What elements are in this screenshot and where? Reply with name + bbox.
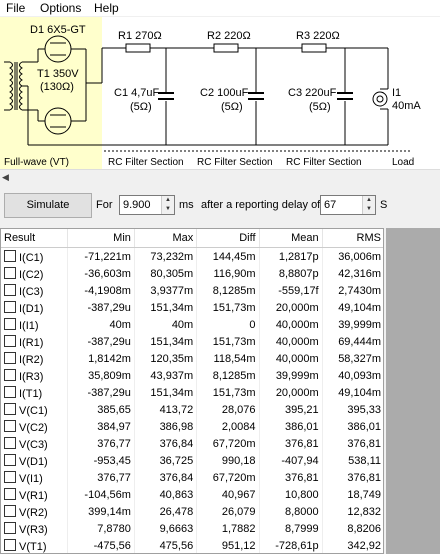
result-checkbox[interactable] <box>4 488 16 500</box>
load-current-value: 40mA <box>392 100 421 112</box>
cell-diff: 67,720m <box>197 435 259 452</box>
table-row[interactable] <box>1 248 384 266</box>
result-cell <box>1 469 68 486</box>
delay-value[interactable]: 67 <box>324 199 337 211</box>
table-row[interactable] <box>1 265 384 282</box>
cell-min: 384,97 <box>68 418 135 435</box>
result-cell <box>1 299 68 316</box>
cell-rms: 42,316m <box>322 265 384 282</box>
result-name: I(C3) <box>19 285 44 298</box>
result-cell <box>1 401 68 418</box>
cell-mean: 1,2817p <box>259 248 322 266</box>
table-row[interactable] <box>1 350 384 367</box>
table-row[interactable] <box>1 452 384 469</box>
cell-diff: 28,076 <box>197 401 259 418</box>
cell-max: 475,56 <box>134 537 196 554</box>
table-row[interactable] <box>1 333 384 350</box>
result-name: V(C3) <box>19 438 48 451</box>
result-checkbox[interactable] <box>4 284 16 296</box>
cell-mean: -728,61p <box>259 537 322 554</box>
cell-diff: 151,73m <box>197 333 259 350</box>
result-name: V(C2) <box>19 421 48 434</box>
cell-rms: 39,999m <box>322 316 384 333</box>
simulation-controls <box>0 184 440 226</box>
spin-down-icon[interactable]: ▼ <box>165 206 171 212</box>
cell-diff: 67,720m <box>197 469 259 486</box>
cell-max: 40,863 <box>134 486 196 503</box>
result-checkbox[interactable] <box>4 539 16 551</box>
cell-min: -387,29u <box>68 384 135 401</box>
result-cell <box>1 367 68 384</box>
result-checkbox[interactable] <box>4 505 16 517</box>
cell-max: 376,84 <box>134 469 196 486</box>
rectifier-caption: Full-wave (VT) <box>4 157 70 168</box>
result-checkbox[interactable] <box>4 403 16 415</box>
col-max-header[interactable]: Max <box>134 229 196 248</box>
load-label: Load <box>392 157 415 168</box>
result-name: V(R1) <box>19 489 48 502</box>
cell-mean: 20,000m <box>259 299 322 316</box>
r1-label: R1 270Ω <box>118 30 162 42</box>
c1-label: C1 4,7uF <box>114 87 160 99</box>
cell-rms: 18,749 <box>322 486 384 503</box>
result-checkbox[interactable] <box>4 335 16 347</box>
cell-max: 151,34m <box>134 384 196 401</box>
cell-max: 26,478 <box>134 503 196 520</box>
current-source-symbol <box>373 89 388 109</box>
cell-mean: 40,000m <box>259 333 322 350</box>
result-checkbox[interactable] <box>4 386 16 398</box>
result-name: V(R3) <box>19 523 48 536</box>
col-diff-header[interactable]: Diff <box>197 229 259 248</box>
cell-rms: 69,444m <box>322 333 384 350</box>
result-checkbox[interactable] <box>4 420 16 432</box>
delay-label: after a reporting delay of <box>201 199 321 211</box>
delay-spinner-arrows[interactable] <box>362 196 375 214</box>
table-row[interactable] <box>1 418 384 435</box>
table-row[interactable] <box>1 401 384 418</box>
result-checkbox[interactable] <box>4 250 16 262</box>
seconds-label: S <box>380 199 388 211</box>
cell-min: -104,56m <box>68 486 135 503</box>
resistor-r2-symbol <box>214 44 238 52</box>
simulate-button[interactable]: Simulate <box>4 193 92 218</box>
cell-max: 386,98 <box>134 418 196 435</box>
table-row[interactable] <box>1 537 384 554</box>
results-table-panel <box>0 228 384 554</box>
result-name: V(T1) <box>19 540 47 553</box>
cell-max: 43,937m <box>134 367 196 384</box>
cell-rms: 49,104m <box>322 299 384 316</box>
cell-max: 413,72 <box>134 401 196 418</box>
cell-min: -387,29u <box>68 333 135 350</box>
cell-diff: 1,7882 <box>197 520 259 537</box>
rc-section-3-label: RC Filter Section <box>286 157 362 168</box>
cell-diff: 151,73m <box>197 384 259 401</box>
cell-diff: 990,18 <box>197 452 259 469</box>
cell-rms: 376,81 <box>322 435 384 452</box>
cell-mean: -407,94 <box>259 452 322 469</box>
for-label: For <box>96 199 113 211</box>
r2-label: R2 220Ω <box>207 30 251 42</box>
cell-max: 80,305m <box>134 265 196 282</box>
cell-mean: 8,8000 <box>259 503 322 520</box>
cell-min: 399,14m <box>68 503 135 520</box>
table-row[interactable] <box>1 384 384 401</box>
cell-min: 1,8142m <box>68 350 135 367</box>
empty-panel <box>386 228 440 554</box>
cell-max: 151,34m <box>134 333 196 350</box>
c3-esr: (5Ω) <box>309 101 331 113</box>
scroll-left-icon[interactable]: ◀ <box>2 172 9 182</box>
ms-label: ms <box>179 199 194 211</box>
table-row[interactable] <box>1 299 384 316</box>
result-name: I(T1) <box>19 387 43 400</box>
result-cell <box>1 520 68 537</box>
circuit-schematic <box>0 17 440 169</box>
cell-rms: 376,81 <box>322 469 384 486</box>
cell-diff: 2,0084 <box>197 418 259 435</box>
result-name: I(I1) <box>19 319 39 332</box>
result-cell <box>1 282 68 299</box>
result-cell <box>1 248 68 266</box>
cell-mean: -559,17f <box>259 282 322 299</box>
cell-rms: 12,832 <box>322 503 384 520</box>
result-cell <box>1 316 68 333</box>
cell-min: -36,603m <box>68 265 135 282</box>
cell-rms: 395,33 <box>322 401 384 418</box>
cell-mean: 8,7999 <box>259 520 322 537</box>
c2-label: C2 100uF <box>200 87 249 99</box>
cell-mean: 386,01 <box>259 418 322 435</box>
result-cell <box>1 384 68 401</box>
col-mean-header[interactable]: Mean <box>259 229 322 248</box>
cell-diff: 8,1285m <box>197 282 259 299</box>
table-header-row <box>1 229 384 248</box>
cell-rms: 386,01 <box>322 418 384 435</box>
table-row[interactable] <box>1 316 384 333</box>
cell-diff: 8,1285m <box>197 367 259 384</box>
cell-mean: 20,000m <box>259 384 322 401</box>
cell-max: 376,84 <box>134 435 196 452</box>
cell-rms: 538,11 <box>322 452 384 469</box>
c2-esr: (5Ω) <box>221 101 243 113</box>
results-table <box>1 229 384 554</box>
duration-value[interactable]: 9.900 <box>123 199 151 211</box>
cell-min: -953,45 <box>68 452 135 469</box>
menu-bar <box>0 0 440 16</box>
result-cell <box>1 350 68 367</box>
table-row[interactable] <box>1 520 384 537</box>
cell-rms: 2,7430m <box>322 282 384 299</box>
cell-min: -475,56 <box>68 537 135 554</box>
cell-diff: 151,73m <box>197 299 259 316</box>
result-cell <box>1 503 68 520</box>
menu-options[interactable]: Options <box>40 1 82 15</box>
cell-max: 151,34m <box>134 299 196 316</box>
cell-diff: 116,90m <box>197 265 259 282</box>
cell-diff: 144,45m <box>197 248 259 266</box>
resistor-r3-symbol <box>302 44 326 52</box>
resistor-r1-symbol <box>126 44 150 52</box>
cell-diff: 118,54m <box>197 350 259 367</box>
result-name: V(R2) <box>19 506 48 519</box>
duration-spinner[interactable] <box>119 195 175 215</box>
horizontal-scrollbar[interactable] <box>0 169 440 184</box>
cell-diff: 0 <box>197 316 259 333</box>
cell-rms: 8,8206 <box>322 520 384 537</box>
result-name: I(R3) <box>19 370 44 383</box>
result-checkbox[interactable] <box>4 437 16 449</box>
table-row[interactable] <box>1 469 384 486</box>
result-checkbox[interactable] <box>4 369 16 381</box>
cell-mean: 40,000m <box>259 350 322 367</box>
transformer-label: T1 350V <box>37 68 79 80</box>
cell-min: -4,1908m <box>68 282 135 299</box>
menu-help[interactable]: Help <box>94 1 119 15</box>
result-checkbox[interactable] <box>4 454 16 466</box>
menu-file[interactable]: File <box>6 1 26 15</box>
col-rms-header[interactable]: RMS <box>322 229 384 248</box>
cell-diff: 951,12 <box>197 537 259 554</box>
table-row[interactable] <box>1 367 384 384</box>
result-cell <box>1 265 68 282</box>
result-cell <box>1 452 68 469</box>
cell-mean: 395,21 <box>259 401 322 418</box>
duration-spinner-arrows[interactable] <box>161 196 174 214</box>
cell-min: 35,809m <box>68 367 135 384</box>
result-name: V(D1) <box>19 455 48 468</box>
transformer-resistance: (130Ω) <box>40 81 74 93</box>
cell-max: 3,9377m <box>134 282 196 299</box>
cell-max: 9,6663 <box>134 520 196 537</box>
c1-esr: (5Ω) <box>130 101 152 113</box>
cell-rms: 342,92 <box>322 537 384 554</box>
load-current-name: I1 <box>392 87 402 99</box>
cell-diff: 26,079 <box>197 503 259 520</box>
result-name: I(R2) <box>19 353 44 366</box>
cell-mean: 10,800 <box>259 486 322 503</box>
cell-max: 73,232m <box>134 248 196 266</box>
cell-rms: 58,327m <box>322 350 384 367</box>
result-checkbox[interactable] <box>4 267 16 279</box>
cell-mean: 376,81 <box>259 435 322 452</box>
cell-mean: 376,81 <box>259 469 322 486</box>
cell-rms: 49,104m <box>322 384 384 401</box>
spin-up-icon[interactable]: ▲ <box>366 197 372 203</box>
table-row[interactable] <box>1 282 384 299</box>
result-name: V(C1) <box>19 404 48 417</box>
spin-down-icon[interactable]: ▼ <box>366 206 372 212</box>
result-name: I(D1) <box>19 302 44 315</box>
cell-min: 385,65 <box>68 401 135 418</box>
table-row[interactable] <box>1 503 384 520</box>
result-checkbox[interactable] <box>4 352 16 364</box>
result-checkbox[interactable] <box>4 471 16 483</box>
cell-max: 120,35m <box>134 350 196 367</box>
result-cell <box>1 333 68 350</box>
delay-spinner[interactable] <box>320 195 376 215</box>
cell-min: 376,77 <box>68 435 135 452</box>
result-name: I(C2) <box>19 268 44 281</box>
result-checkbox[interactable] <box>4 318 16 330</box>
cell-mean: 39,999m <box>259 367 322 384</box>
result-name: I(C1) <box>19 251 44 264</box>
cell-min: 40m <box>68 316 135 333</box>
result-name: I(R1) <box>19 336 44 349</box>
col-min-header[interactable]: Min <box>68 229 135 248</box>
cell-mean: 40,000m <box>259 316 322 333</box>
cell-min: -71,221m <box>68 248 135 266</box>
result-cell <box>1 537 68 554</box>
cell-min: -387,29u <box>68 299 135 316</box>
cell-max: 36,725 <box>134 452 196 469</box>
cell-min: 7,8780 <box>68 520 135 537</box>
cell-min: 376,77 <box>68 469 135 486</box>
cell-rms: 36,006m <box>322 248 384 266</box>
result-cell <box>1 418 68 435</box>
diode-label: D1 6X5-GT <box>30 24 86 36</box>
cell-max: 40m <box>134 316 196 333</box>
result-checkbox[interactable] <box>4 301 16 313</box>
result-name: V(I1) <box>19 472 43 485</box>
col-result-header[interactable]: Result <box>1 229 68 248</box>
result-cell <box>1 435 68 452</box>
spin-up-icon[interactable]: ▲ <box>165 197 171 203</box>
table-row[interactable] <box>1 486 384 503</box>
c3-label: C3 220uF <box>288 87 337 99</box>
rc-section-1-label: RC Filter Section <box>108 157 184 168</box>
result-checkbox[interactable] <box>4 522 16 534</box>
table-row[interactable] <box>1 435 384 452</box>
cell-diff: 40,967 <box>197 486 259 503</box>
cell-rms: 40,093m <box>322 367 384 384</box>
cell-mean: 8,8807p <box>259 265 322 282</box>
rc-section-2-label: RC Filter Section <box>197 157 273 168</box>
r3-label: R3 220Ω <box>296 30 340 42</box>
result-cell <box>1 486 68 503</box>
schematic-drawing <box>0 17 440 169</box>
